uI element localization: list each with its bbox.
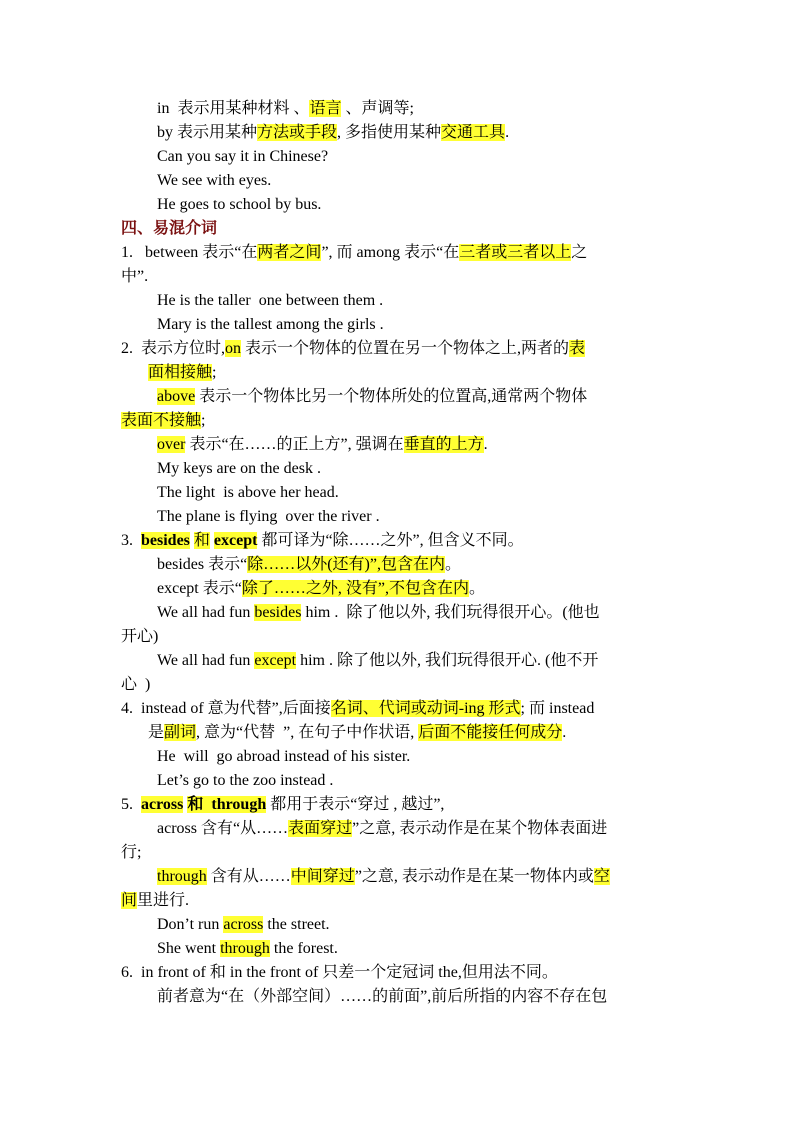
text-line [121,842,141,864]
text-line [157,434,488,456]
text-segment: He is the taller one between them . [157,292,384,309]
highlighted-text: 表面穿过 [288,820,353,837]
text-segment: 1. between 表示“在 [121,244,258,261]
text-segment: ”之意, 表示动作是在某个物体表面进 [352,820,608,837]
text-line [157,314,384,336]
text-line [157,386,587,408]
highlighted-text: except [213,532,258,549]
highlighted-text: through [220,940,270,957]
text-line [157,770,333,792]
highlighted-text: 空 [593,868,610,885]
highlighted-text: 两者之间 [257,244,322,261]
text-segment: Let’s go to the zoo instead . [157,772,334,789]
text-line [121,962,558,984]
text-segment: We all had fun [157,604,255,621]
text-segment: ”, 而 among 表示“在 [321,244,460,261]
text-line [157,602,600,624]
highlighted-text: 中间穿过 [290,868,355,885]
text-segment: 表示一个物体比另一个物体所处的位置高,通常两个物体 [195,388,588,405]
section-heading [121,218,217,240]
highlighted-text: across [223,916,264,933]
text-line [121,338,585,360]
highlighted-text: over [157,436,186,453]
text-segment: 中”. [121,268,149,285]
text-segment: by 表示用某种 [157,124,258,141]
highlighted-text: 除了……之外, 没有”,不包含在内 [241,580,469,597]
text-segment: 5. [121,796,141,813]
text-segment: ”之意, 表示动作是在某一物体内或 [354,868,594,885]
highlighted-text: except [254,652,297,669]
text-segment: 含有从…… [206,868,291,885]
text-segment: in 表示用某种材料 、 [157,100,310,117]
text-segment: ; [212,364,217,381]
highlighted-text: above [157,388,196,405]
text-segment: Don’t run [157,916,224,933]
text-line [157,554,461,576]
text-line [157,938,338,960]
text-segment: 。 [468,580,485,597]
highlighted-text: 垂直的上方 [403,436,484,453]
text-segment: The plane is flying over the river . [157,508,380,525]
text-line [157,866,610,888]
text-line [121,266,148,288]
text-segment: Can you say it in Chinese? [157,148,329,165]
text-segment: . [562,724,567,741]
highlighted-text: 名词、代词或动词-ing 形式 [330,700,521,717]
text-segment: . [483,436,488,453]
highlighted-text: 和 through [187,796,267,813]
highlighted-text: 语言 [309,100,342,117]
text-segment: besides 表示“ [157,556,248,573]
text-segment: 是 [148,724,165,741]
text-segment: My keys are on the desk . [157,460,321,477]
text-line [157,482,339,504]
highlighted-text: through [157,868,207,885]
text-segment: 表示一个物体的位置在另一个物体之上,两者的 [241,340,570,357]
text-segment: , 意为“代替 ”, 在句子中作状语, [196,724,419,741]
text-line [121,698,594,720]
text-line [157,458,321,480]
highlighted-text: on [225,340,242,357]
text-line [148,362,216,384]
text-segment: 、声调等; [341,100,414,117]
text-segment: 4. instead of 意为代替”,后面接 [121,700,331,717]
highlighted-text: 交通工具 [441,124,506,141]
text-segment: the forest. [269,940,338,957]
text-segment: 2. 表示方位时, [121,340,226,357]
text-segment: 6. in front of 和 in the front of 只差一个定冠词 the,但用法不同。 [121,964,558,981]
highlighted-text: 间 [121,892,138,909]
text-segment: the street. [263,916,330,933]
text-line [157,746,410,768]
highlighted-text: 后面不能接任何成分 [418,724,563,741]
text-line [157,818,607,840]
text-segment: except 表示“ [157,580,242,597]
text-line [121,410,205,432]
highlighted-text: 表面不接触 [121,412,202,429]
text-line [121,626,158,648]
text-line [157,506,380,528]
text-line [121,890,189,912]
text-segment: 前者意为“在（外部空间）……的前面”,前后所指的内容不存在包 [157,988,608,1005]
highlighted-text: 方法或手段 [257,124,338,141]
text-segment: 里进行. [137,892,190,909]
highlighted-text: 副词 [164,724,197,741]
text-segment: , 多指使用某种 [337,124,442,141]
text-segment: 都用于表示“穿过 , 越过”, [266,796,445,813]
text-line [157,578,485,600]
text-segment: ; [201,412,206,429]
text-line [157,122,509,144]
text-segment: him . 除了他以外, 我们玩得很开心. (他不开 [296,652,599,669]
text-line [157,98,414,120]
text-segment: . [505,124,510,141]
text-line [157,146,328,168]
text-segment: The light is above her head. [157,484,339,501]
text-line [148,722,566,744]
text-segment: 表示“在……的正上方”, 强调在 [185,436,404,453]
text-segment: We all had fun [157,652,255,669]
text-segment: We see with eyes. [157,172,272,189]
highlighted-text: 表 [569,340,586,357]
text-segment: ; 而 instead [520,700,595,717]
text-segment: She went [157,940,221,957]
text-line [157,986,607,1008]
text-segment: 3. [121,532,141,549]
text-segment: 心 ) [121,676,151,693]
text-segment: 都可译为“除……之外”, 但含义不同。 [257,532,524,549]
text-segment: 之 [571,244,588,261]
text-line [121,674,150,696]
text-segment: across 含有“从…… [157,820,289,837]
text-line [121,530,524,552]
highlighted-text: 三者或三者以上 [459,244,572,261]
highlighted-text: 除……以外(还有)”,包含在内 [247,556,445,573]
text-line [157,170,271,192]
highlighted-text: 面相接触 [148,364,213,381]
text-segment: 。 [444,556,461,573]
text-segment: 四、易混介词 [121,220,218,237]
highlighted-text: across [141,796,184,813]
text-segment: He goes to school by bus. [157,196,322,213]
highlighted-text: besides [141,532,190,549]
text-segment: him . 除了他以外, 我们玩得很开心。(他也 [301,604,600,621]
text-segment: Mary is the tallest among the girls . [157,316,384,333]
text-line [157,650,598,672]
text-line [157,914,330,936]
text-line [157,194,321,216]
highlighted-text: besides [254,604,302,621]
text-line [121,242,587,264]
text-segment: 行; [121,844,142,861]
text-line [157,290,383,312]
text-segment: 开心) [121,628,159,645]
text-line [121,794,444,816]
highlighted-text: 和 [193,532,210,549]
text-segment: He will go abroad instead of his sister. [157,748,411,765]
